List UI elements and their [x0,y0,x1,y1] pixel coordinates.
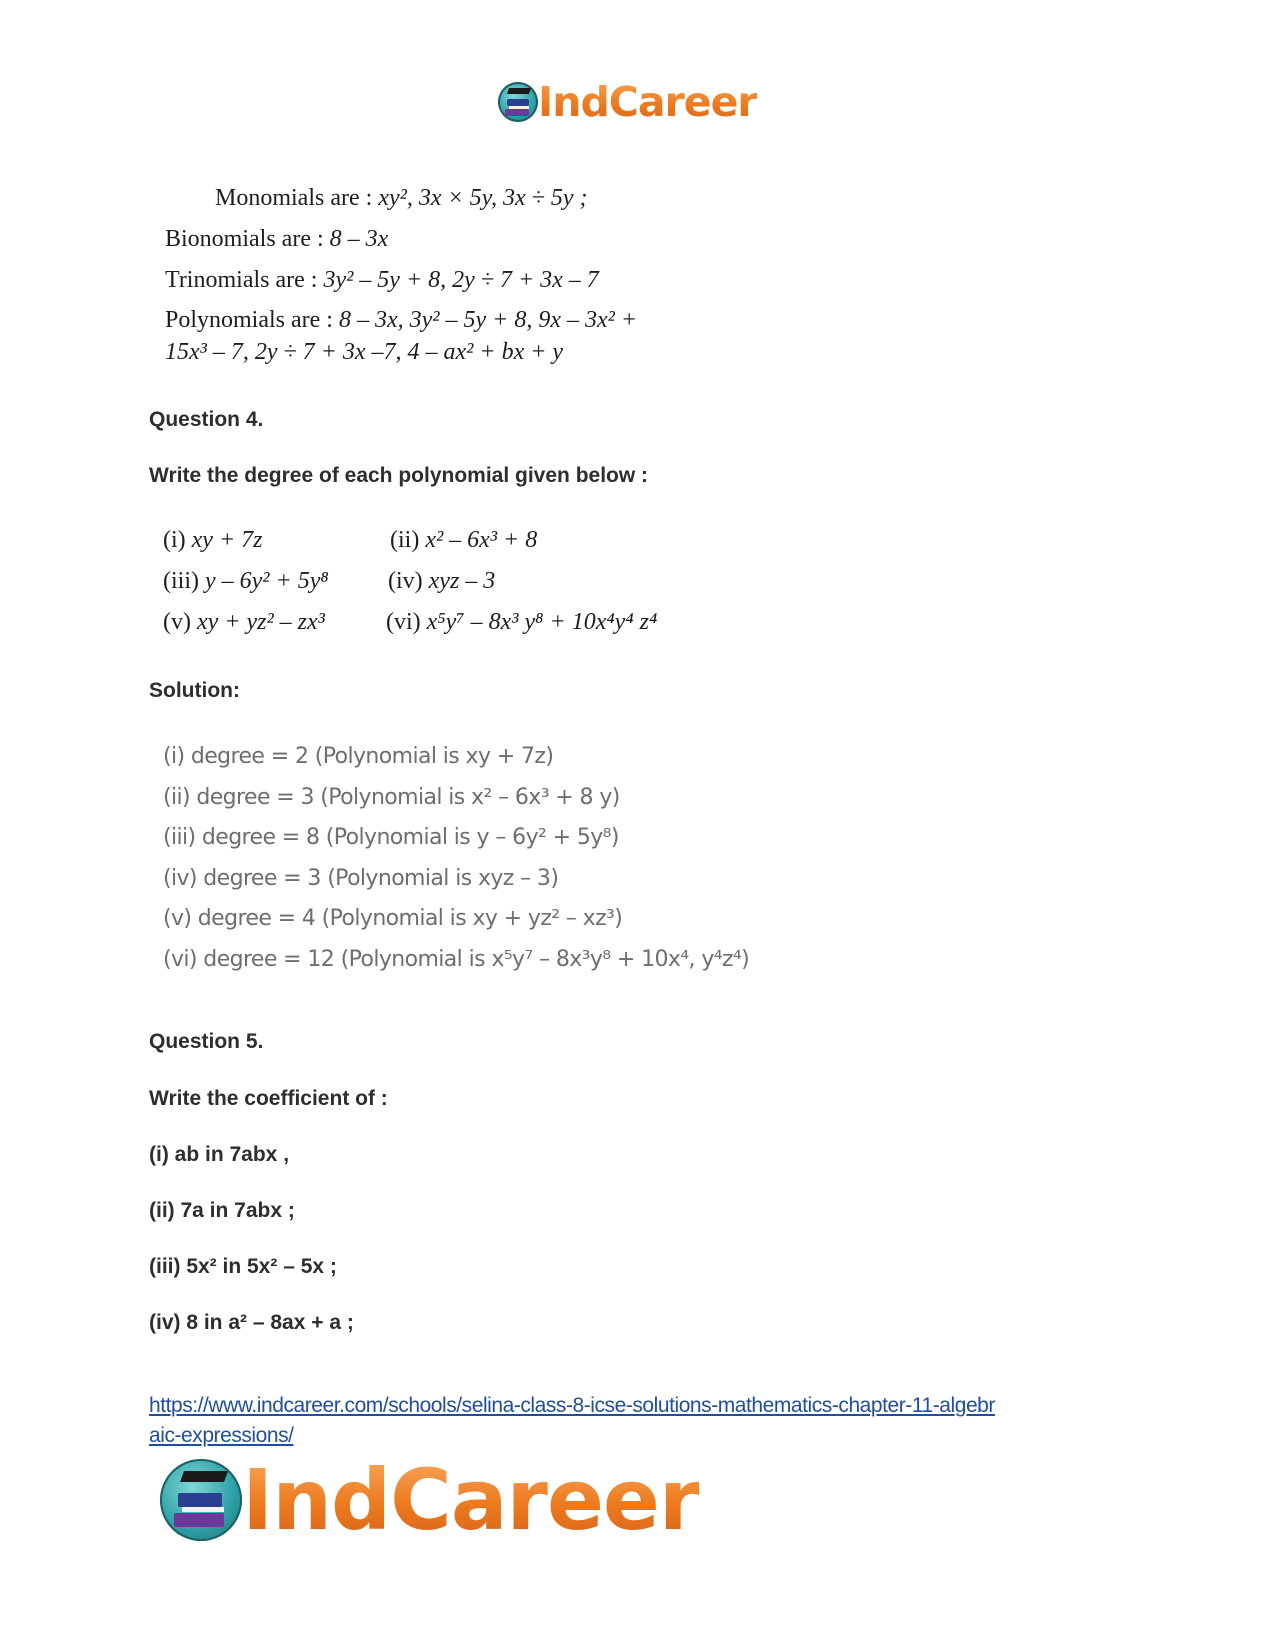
item-label: (i) [163,527,186,553]
solution-line-v: (v) degree = 4 (Polynomial is xy + yz² – xz³) [163,906,623,931]
trinomials-terms: 3y² – 5y + 8, 2y ÷ 7 + 3x – 7 [323,267,599,293]
polynomials-line-2 [165,340,563,364]
q5-item-iv: (iv) 8 in a² – 8ax + a ; [149,1311,354,1334]
graduation-cap-books-icon [498,82,538,122]
binomials-label: Bionomials are : [165,226,324,252]
solution-title: Solution: [149,679,240,702]
brand-name: IndCareer [538,78,757,126]
brand-name: IndCareer [242,1451,700,1549]
trinomials-label: Trinomials are : [165,267,318,293]
graduation-cap-books-icon [160,1459,242,1541]
solution-line-i: (i) degree = 2 (Polynomial is xy + 7z) [163,744,554,769]
polynomials-terms-1: 8 – 3x, 3y² – 5y + 8, 9x – 3x² + [338,307,638,333]
monomials-line [215,186,587,210]
item-expr: xy + yz² – zx³ [196,609,325,635]
source-link-line-1[interactable]: https://www.indcareer.com/schools/selina-class-8-icse-solutions-mathematics-chapter-11-algebr [149,1394,995,1417]
item-expr: x⁵y⁷ – 8x³ y⁸ + 10x⁴y⁴ z⁴ [426,609,658,635]
header-logo [498,78,757,126]
solution-line-iii: (iii) degree = 8 (Polynomial is y – 6y² + 5y⁸) [163,825,619,850]
question-4-prompt: Write the degree of each polynomial given below : [149,464,649,487]
item-label: (vi) [386,609,421,635]
q4-item-iv [388,569,495,593]
question-5-title: Question 5. [149,1030,264,1053]
item-expr: xy + 7z [191,527,263,553]
binomials-line [165,227,388,251]
monomials-terms: xy², 3x × 5y, 3x ÷ 5y ; [378,185,588,211]
polynomials-line-1 [165,308,637,332]
q5-item-iii: (iii) 5x² in 5x² – 5x ; [149,1255,337,1278]
q4-item-ii [390,528,537,552]
q4-item-iii [163,569,329,593]
q4-item-i [163,528,263,552]
trinomials-line [165,268,599,292]
footer-logo [160,1451,700,1549]
solution-line-vi: (vi) degree = 12 (Polynomial is x⁵y⁷ – 8x³y⁸ + 10x⁴, y⁴z⁴) [163,947,750,972]
solution-line-iv: (iv) degree = 3 (Polynomial is xyz – 3) [163,866,559,891]
item-label: (v) [163,609,191,635]
item-label: (iv) [388,568,423,594]
polynomials-label: Polynomials are : [165,307,333,333]
monomials-label: Monomials are : [215,185,373,211]
q5-item-ii: (ii) 7a in 7abx ; [149,1199,295,1222]
item-expr: x² – 6x³ + 8 [425,527,538,553]
source-link-line-2[interactable]: aic-expressions/ [149,1424,294,1447]
item-expr: xyz – 3 [428,568,496,594]
question-5-prompt: Write the coefficient of : [149,1087,388,1110]
item-label: (ii) [390,527,420,553]
solution-line-ii: (ii) degree = 3 (Polynomial is x² – 6x³ + 8 y) [163,785,620,810]
item-expr: y – 6y² + 5y⁸ [205,568,329,594]
q5-item-i: (i) ab in 7abx , [149,1143,290,1166]
polynomials-terms-2: 15x³ – 7, 2y ÷ 7 + 3x –7, 4 – ax² + bx + y [165,339,564,365]
item-label: (iii) [163,568,199,594]
q4-item-vi [386,610,657,634]
binomials-terms: 8 – 3x [329,226,389,252]
q4-item-v [163,610,325,634]
question-4-title: Question 4. [149,408,264,431]
